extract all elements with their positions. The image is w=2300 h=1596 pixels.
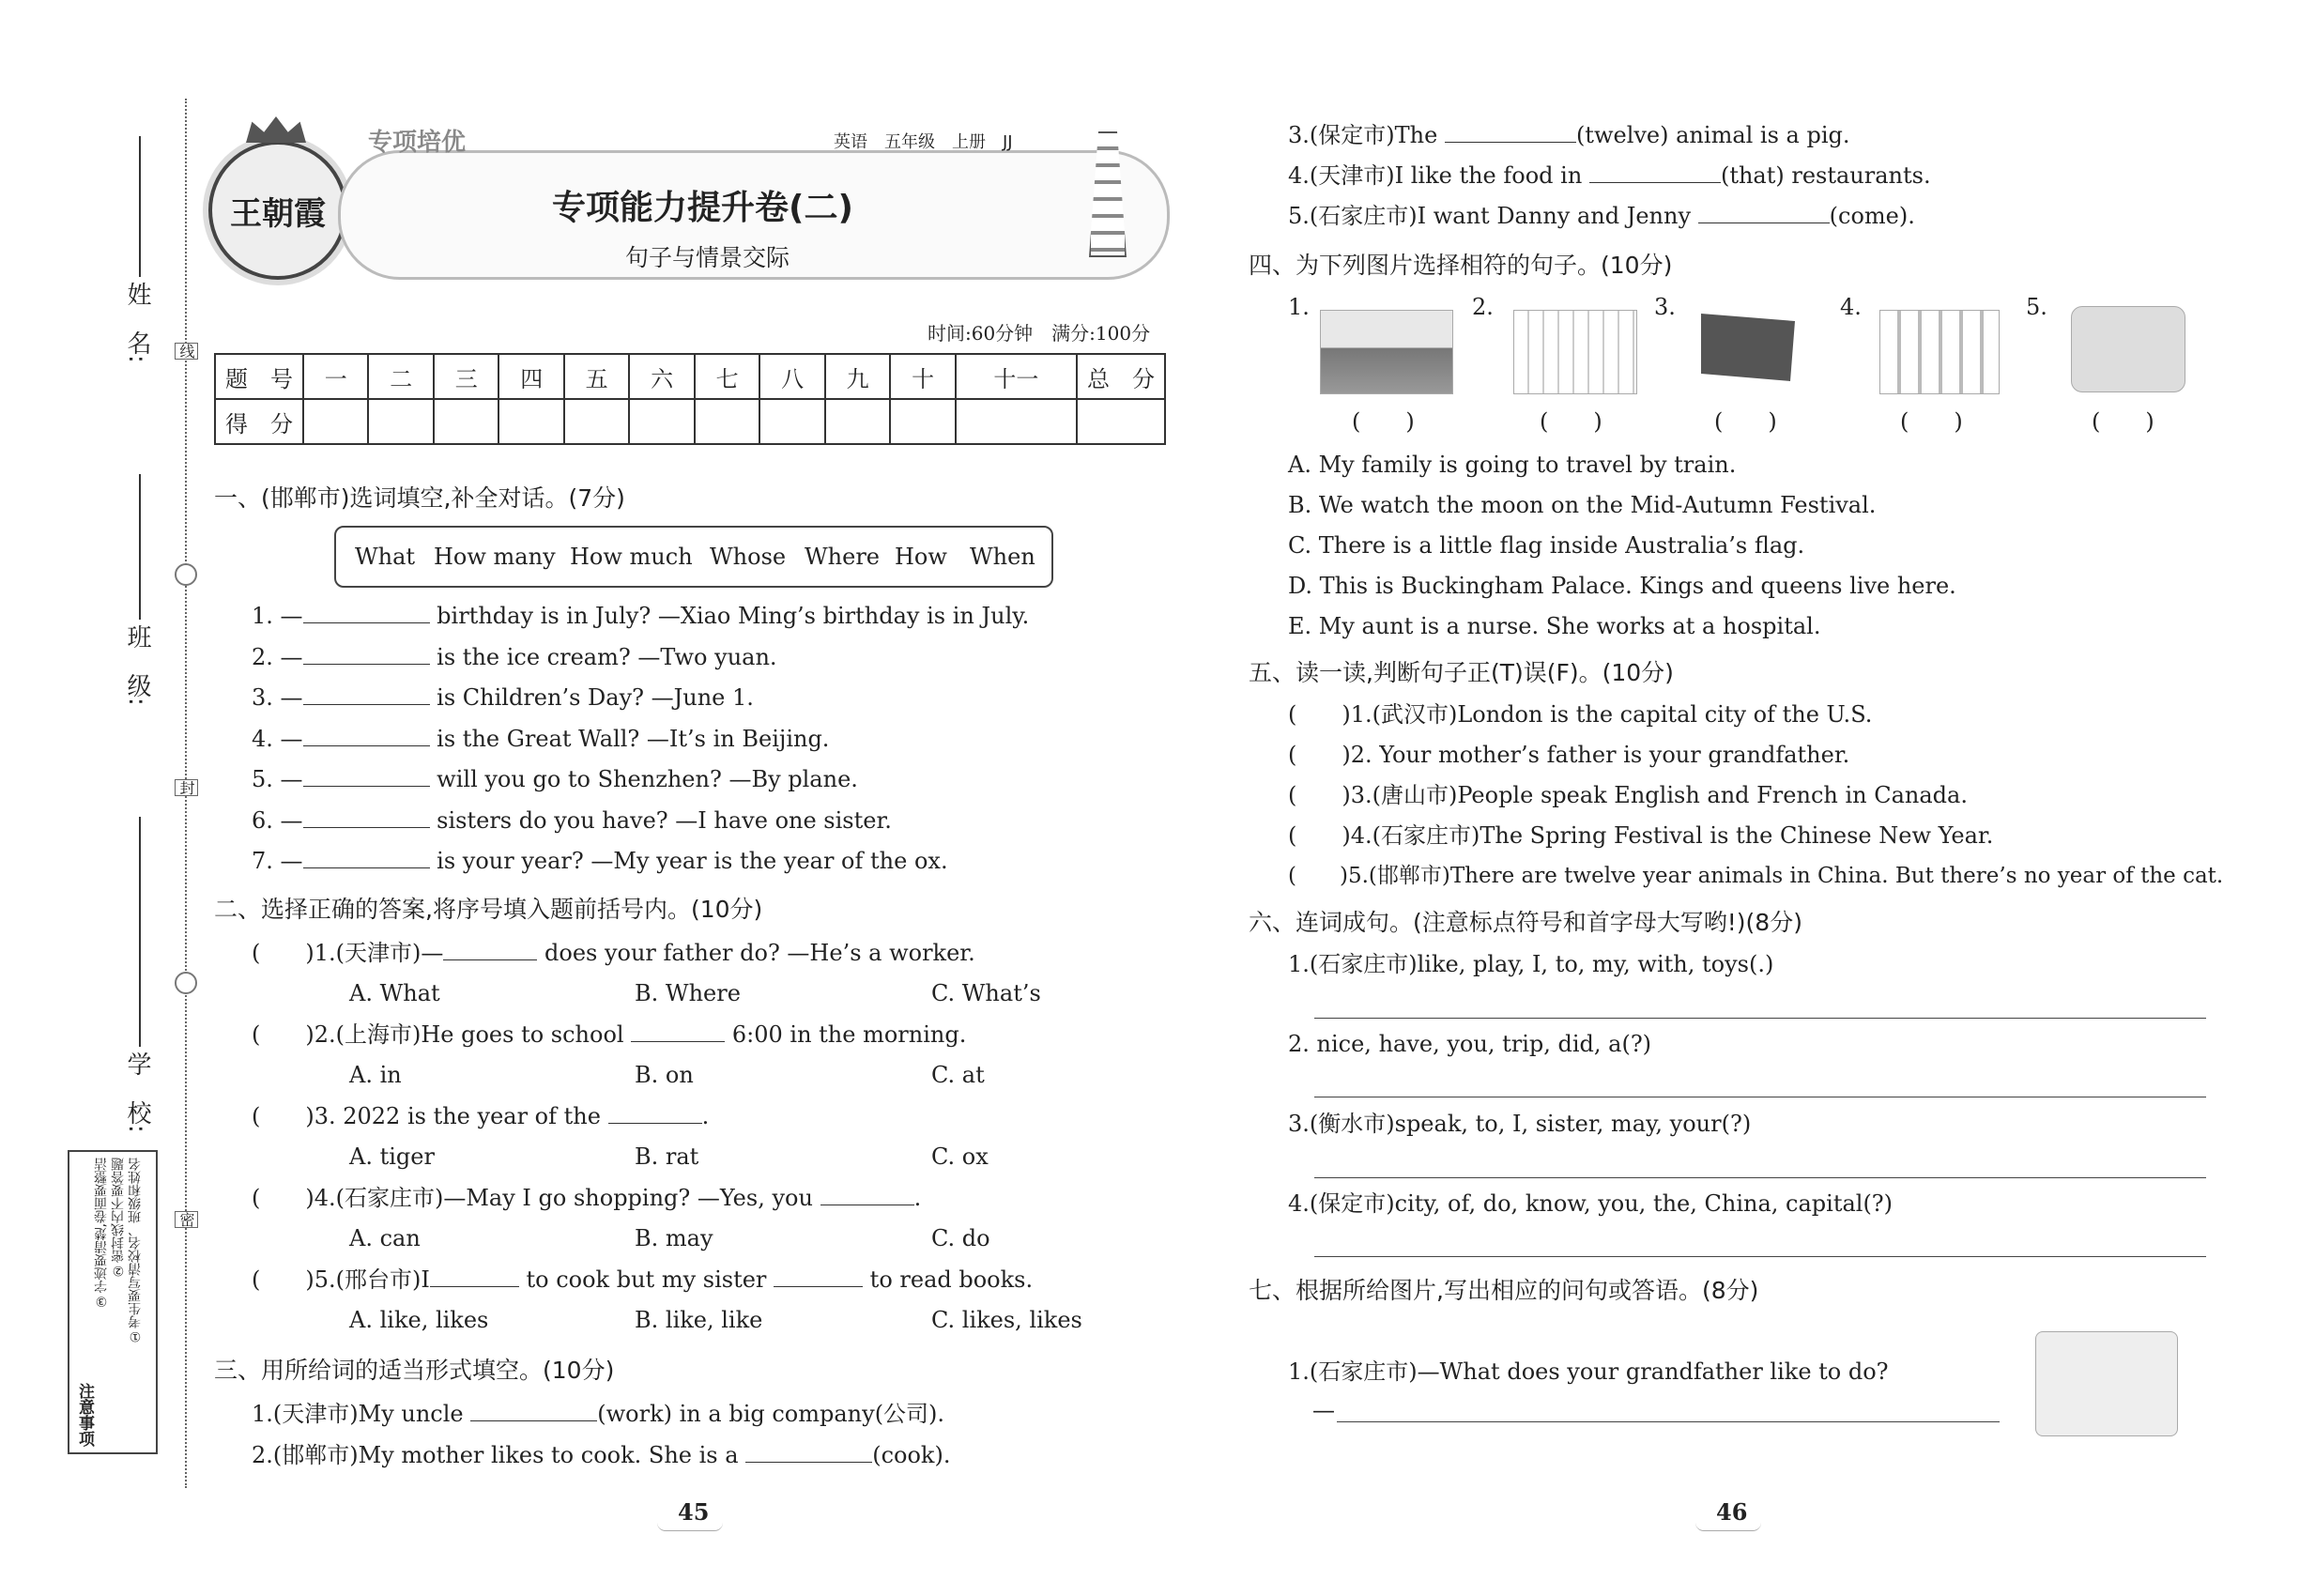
answer-blank[interactable]	[745, 1441, 872, 1463]
sec7-dash: —	[1312, 1397, 1335, 1423]
page-ornament	[657, 1523, 723, 1531]
option: C. ox	[931, 1143, 989, 1170]
sec4-option: C. There is a little flag inside Australia’s flag.	[1288, 532, 1805, 559]
score-head: 五	[564, 354, 629, 399]
page-number-right: 46	[1716, 1498, 1748, 1526]
name-label: 姓 名:	[123, 282, 151, 363]
notice-2: ②密封线内不要答题	[111, 1158, 126, 1278]
score-cell[interactable]	[1077, 399, 1165, 444]
item-num: 2. —	[252, 644, 303, 670]
binding-circle-icon	[175, 563, 197, 586]
score-cell[interactable]	[498, 399, 563, 444]
moon-festival-picture	[2071, 306, 2185, 392]
sec2-title: 二、选择正确的答案,将序号填入题前括号内。(10分)	[214, 896, 763, 923]
palace-picture	[1320, 310, 1453, 394]
sec3-title: 三、用所给词的适当形式填空。(10分)	[214, 1357, 615, 1384]
score-cell[interactable]	[368, 399, 433, 444]
score-cell[interactable]	[629, 399, 694, 444]
score-head: 七	[695, 354, 759, 399]
score-head: 三	[434, 354, 498, 399]
answer-blank[interactable]	[303, 765, 430, 787]
grandfather-tv-picture	[2035, 1331, 2178, 1436]
option: A. tiger	[349, 1143, 435, 1170]
option: A. What	[349, 980, 440, 1006]
item-num: 1. —	[252, 603, 303, 629]
sec5-item: ( )4.(石家庄市)The Spring Festival is the Chinese New Year.	[1288, 822, 1994, 849]
answer-blank[interactable]	[631, 1021, 725, 1042]
sec2-q3: ( )3. 2022 is the year of the .	[252, 1103, 710, 1129]
answer-blank[interactable]	[303, 847, 430, 868]
sec1-item	[252, 725, 829, 753]
sec4-title: 四、为下列图片选择相符的句子。(10分)	[1249, 252, 1673, 279]
time-score: 时间:60分钟 满分:100分	[928, 322, 1151, 345]
option: B. Where	[635, 980, 741, 1006]
option: B. like, like	[635, 1307, 763, 1333]
sec5-item: ( )5.(邯郸市)There are twelve year animals in China. But there’s no year of the cat.	[1288, 864, 2224, 888]
pic-number: 3.	[1654, 294, 1676, 320]
sec1-item	[252, 765, 858, 793]
item-num: 6. —	[252, 807, 303, 834]
answer-blank[interactable]	[774, 1266, 863, 1287]
answer-blank[interactable]	[303, 683, 430, 705]
sec3-item: 5.(石家庄市)I want Danny and Jenny (come).	[1288, 203, 1915, 229]
answer-blank[interactable]	[1589, 161, 1721, 183]
sec3-item: 1.(天津市)My uncle (work) in a big company(公司).	[252, 1401, 945, 1427]
sec2-q1: ( )1.(天津市)— does your father do? —He’s a worker.	[252, 940, 975, 966]
item-text: will you go to Shenzhen? —By plane.	[437, 766, 858, 792]
notice-1: ①考生要写清校名、班级和姓名	[128, 1158, 143, 1343]
brand-logo-text: 王朝霞	[230, 195, 326, 233]
sec5-item: ( )3.(唐山市)People speak English and French in Canada.	[1288, 782, 1968, 808]
sec7-question: 1.(石家庄市)—What does your grandfather like to do?	[1288, 1358, 1889, 1385]
page-number-left: 45	[678, 1498, 710, 1526]
sec4-option: B. We watch the moon on the Mid-Autumn Festival.	[1288, 492, 1877, 518]
score-head: 一	[303, 354, 368, 399]
word-bank-word: How many	[434, 544, 556, 570]
answer-blank[interactable]	[303, 725, 430, 746]
score-cell[interactable]	[434, 399, 498, 444]
sec6-item: 4.(保定市)city, of, do, know, you, the, China, capital(?)	[1288, 1190, 1894, 1217]
sec2-q2: ( )2.(上海市)He goes to school 6:00 in the morning.	[252, 1021, 967, 1048]
sec5-item: ( )1.(武汉市)London is the capital city of the U.S.	[1288, 701, 1873, 728]
score-head-label: 题 号	[215, 354, 303, 399]
sec3-item: 3.(保定市)The (twelve) animal is a pig.	[1288, 122, 1850, 148]
answer-blank[interactable]	[443, 939, 537, 960]
score-row-label: 得 分	[215, 399, 303, 444]
hospital-picture	[1879, 310, 2000, 394]
name-field-line[interactable]	[139, 136, 141, 277]
word-bank-word: How	[895, 544, 947, 570]
sec1-item	[252, 847, 948, 875]
item-text: is Children’s Day? —June 1.	[437, 684, 754, 711]
sec2-q4: ( )4.(石家庄市)—May I go shopping? —Yes, you .	[252, 1185, 922, 1211]
sec7-title: 七、根据所给图片,写出相应的问句或答语。(8分)	[1249, 1277, 1759, 1304]
item-num: 5. —	[252, 766, 303, 792]
notice-title: 注意事项	[75, 1383, 94, 1447]
item-text: is the ice cream? —Two yuan.	[437, 644, 777, 670]
word-bank-word: When	[970, 544, 1035, 570]
cut-mark-seal: 封	[175, 779, 198, 796]
item-text: birthday is in July? —Xiao Ming’s birthday is in July.	[437, 603, 1030, 629]
score-cell[interactable]	[825, 399, 890, 444]
word-bank-word: What	[355, 544, 416, 570]
score-cell[interactable]	[303, 399, 368, 444]
answer-blank[interactable]	[430, 1266, 519, 1287]
answer-line[interactable]	[1314, 1175, 2206, 1178]
item-text: is the Great Wall? —It’s in Beijing.	[437, 726, 830, 752]
answer-blank[interactable]	[1445, 121, 1576, 143]
sec5-item: ( )2. Your mother’s father is your grandfather.	[1288, 742, 1850, 768]
answer-blank[interactable]	[303, 602, 430, 623]
score-table	[214, 353, 1166, 445]
option: A. like, likes	[349, 1307, 489, 1333]
answer-bracket[interactable]: ( )	[1352, 408, 1415, 435]
sec4-option: A. My family is going to travel by train.	[1288, 452, 1737, 478]
sec4-option: E. My aunt is a nurse. She works at a hospital.	[1288, 613, 1821, 639]
pic-number: 2.	[1472, 294, 1494, 320]
sec3-item: 2.(邯郸市)My mother likes to cook. She is a (cook).	[252, 1442, 951, 1468]
option: B. rat	[635, 1143, 699, 1170]
notice-box	[68, 1150, 158, 1454]
class-label: 班 级:	[123, 624, 151, 706]
answer-bracket[interactable]: ( )	[1714, 408, 1777, 435]
cut-mark-line: 线	[175, 343, 198, 360]
sec1-item	[252, 643, 777, 671]
sec4-option: D. This is Buckingham Palace. Kings and queens live here.	[1288, 573, 1956, 599]
option: C. at	[931, 1062, 985, 1088]
class-field-line[interactable]	[139, 474, 141, 620]
answer-blank[interactable]	[820, 1184, 914, 1205]
score-cell[interactable]	[695, 399, 759, 444]
school-field-line[interactable]	[139, 817, 141, 1047]
option: A. in	[349, 1062, 402, 1088]
score-head: 六	[629, 354, 694, 399]
score-cell[interactable]	[564, 399, 629, 444]
item-text: is your year? —My year is the year of the ox.	[437, 848, 948, 874]
page-ornament	[1695, 1523, 1761, 1531]
item-num: 3. —	[252, 684, 303, 711]
item-num: 4. —	[252, 726, 303, 752]
score-cell[interactable]	[759, 399, 824, 444]
answer-line[interactable]	[1314, 1016, 2206, 1019]
score-head: 十一	[956, 354, 1077, 399]
sec6-item: 3.(衡水市)speak, to, I, sister, may, your(?)	[1288, 1111, 1752, 1137]
school-label: 学 校:	[123, 1051, 151, 1133]
sec1-title: 一、(邯郸市)选词填空,补全对话。(7分)	[214, 484, 625, 512]
option: C. What’s	[931, 980, 1041, 1006]
word-bank-word: Whose	[710, 544, 787, 570]
flag-picture	[1701, 310, 1795, 385]
option: A. can	[349, 1225, 421, 1251]
sec6-title: 六、连词成句。(注意标点符号和首字母大写哟!)(8分)	[1249, 909, 1802, 936]
page-title: 专项能力提升卷(二)	[552, 189, 853, 227]
score-head: 四	[498, 354, 563, 399]
sec2-q5: ( )5.(邢台市)I to cook but my sister to read books.	[252, 1266, 1034, 1293]
answer-bracket[interactable]: ( )	[2092, 408, 2154, 435]
pic-number: 1.	[1288, 294, 1310, 320]
score-cell[interactable]	[890, 399, 955, 444]
option: B. on	[635, 1062, 694, 1088]
score-head-total: 总 分	[1077, 354, 1165, 399]
score-head: 九	[825, 354, 890, 399]
item-text: sisters do you have? —I have one sister.	[437, 807, 892, 834]
sec3-item: 4.(天津市)I like the food in (that) restaurants.	[1288, 162, 1931, 189]
sec1-item	[252, 806, 892, 835]
answer-line[interactable]	[1314, 1254, 2206, 1257]
sec1-item	[252, 602, 1029, 630]
score-head: 十	[890, 354, 955, 399]
answer-blank[interactable]	[1698, 202, 1830, 223]
item-num: 7. —	[252, 848, 303, 874]
score-cell[interactable]	[956, 399, 1077, 444]
score-head: 二	[368, 354, 433, 399]
answer-bracket[interactable]: ( )	[1900, 408, 1963, 435]
answer-blank[interactable]	[303, 643, 430, 665]
train-picture	[1513, 310, 1637, 394]
pic-number: 4.	[1840, 294, 1862, 320]
sec6-item: 2. nice, have, you, trip, did, a(?)	[1288, 1031, 1652, 1057]
answer-blank[interactable]	[470, 1400, 597, 1421]
answer-bracket[interactable]: ( )	[1540, 408, 1602, 435]
pic-number: 5.	[2026, 294, 2047, 320]
option: B. may	[635, 1225, 713, 1251]
page-subtitle: 句子与情景交际	[625, 244, 790, 271]
answer-blank[interactable]	[303, 806, 430, 828]
word-bank-word: How much	[570, 544, 693, 570]
word-bank-word: Where	[805, 544, 881, 570]
score-head: 八	[759, 354, 824, 399]
sec6-item: 1.(石家庄市)like, play, I, to, my, with, toys(.)	[1288, 951, 1774, 977]
subject-info: 英语 五年级 上册 JJ	[834, 132, 1013, 152]
cut-mark-secret: 密	[175, 1211, 198, 1228]
answer-blank[interactable]	[608, 1102, 702, 1124]
sec5-title: 五、读一读,判断句子正(T)误(F)。(10分)	[1249, 659, 1674, 686]
answer-line[interactable]	[1337, 1420, 2000, 1422]
tag-label: 专项培优	[368, 129, 467, 157]
sec1-item	[252, 683, 754, 712]
brand-logo	[208, 141, 347, 280]
answer-line[interactable]	[1314, 1095, 2206, 1097]
binding-circle-icon	[175, 972, 197, 994]
option: C. do	[931, 1225, 990, 1251]
option: C. likes, likes	[931, 1307, 1082, 1333]
crown-icon	[246, 116, 306, 143]
notice-3: ③字迹要清楚,卷面要整洁	[94, 1158, 109, 1309]
